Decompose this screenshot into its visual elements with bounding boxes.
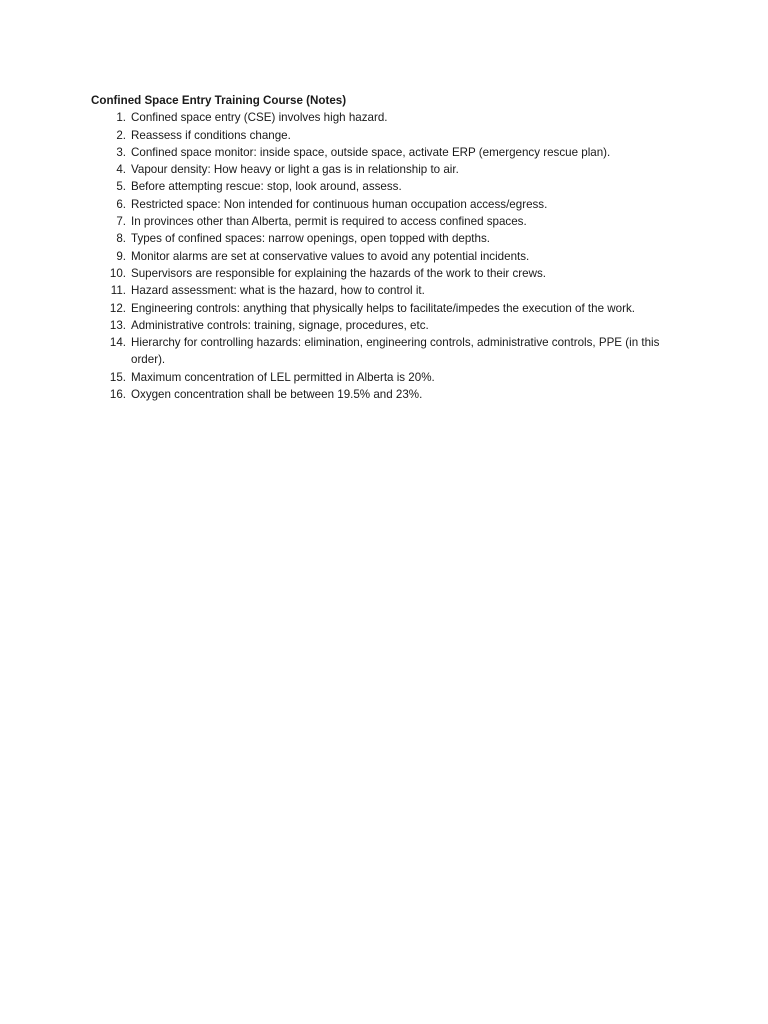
list-item [91, 282, 691, 299]
list-item [91, 248, 691, 265]
list-item-number: 9. [116, 249, 126, 263]
list-item-text: Supervisors are responsible for explaining the hazards of the work to their crews. [131, 266, 547, 280]
list-item-text: Confined space entry (CSE) involves high hazard. [131, 111, 388, 125]
list-item-number: 12. [109, 301, 126, 315]
list-item-number: 15. [109, 370, 126, 384]
list-item [91, 178, 691, 195]
list-item [91, 161, 691, 178]
list-item [91, 334, 691, 369]
list-item [91, 230, 691, 247]
list-item-text: Vapour density: How heavy or light a gas is in relationship to air. [131, 163, 459, 177]
list-item-number: 13. [109, 318, 126, 332]
list-item-text: Hierarchy for controlling hazards: elimination, engineering controls, administrative controls, PPE (in this order). [131, 336, 660, 367]
list-item-number: 11. [110, 284, 126, 298]
list-item-number: 10. [109, 266, 126, 280]
list-item-text: Monitor alarms are set at conservative values to avoid any potential incidents. [131, 249, 530, 263]
list-item-text: Reassess if conditions change. [131, 128, 291, 142]
list-item [91, 144, 691, 161]
list-item-number: 7. [116, 215, 126, 229]
document-title: Confined Space Entry Training Course (Notes) [91, 94, 347, 107]
list-item-text: Confined space monitor: inside space, outside space, activate ERP (emergency rescue plan). [131, 145, 611, 159]
list-item [91, 386, 691, 403]
list-item-text: Before attempting rescue: stop, look around, assess. [131, 180, 402, 194]
list-item [91, 265, 691, 282]
list-item [91, 196, 691, 213]
list-item-number: 8. [116, 232, 126, 246]
list-item-number: 5. [116, 180, 126, 194]
list-item-number: 1. [116, 111, 126, 125]
list-item [91, 109, 691, 126]
list-item-number: 2. [116, 128, 126, 142]
list-item [91, 300, 691, 317]
list-item-text: Hazard assessment: what is the hazard, how to control it. [131, 284, 425, 298]
list-item-number: 3. [116, 145, 126, 159]
list-item-text: Restricted space: Non intended for continuous human occupation access/egress. [131, 197, 548, 211]
list-item-text: Maximum concentration of LEL permitted in Alberta is 20%. [131, 370, 435, 384]
list-item-number: 14. [109, 336, 126, 350]
notes-content [91, 92, 691, 403]
list-item-text: Engineering controls: anything that physically helps to facilitate/impedes the execution of the work. [131, 301, 635, 315]
list-item-number: 16. [109, 388, 126, 402]
list-item-text: In provinces other than Alberta, permit is required to access confined spaces. [131, 215, 527, 229]
list-item [91, 213, 691, 230]
list-item-number: 6. [116, 197, 126, 211]
list-item [91, 127, 691, 144]
list-item-text: Administrative controls: training, signage, procedures, etc. [131, 318, 429, 332]
list-item-text: Oxygen concentration shall be between 19.5% and 23%. [131, 388, 423, 402]
list-item [91, 369, 691, 386]
list-item [91, 317, 691, 334]
notes-list [91, 109, 691, 403]
list-item-text: Types of confined spaces: narrow openings, open topped with depths. [131, 232, 490, 246]
list-item-number: 4. [116, 163, 126, 177]
